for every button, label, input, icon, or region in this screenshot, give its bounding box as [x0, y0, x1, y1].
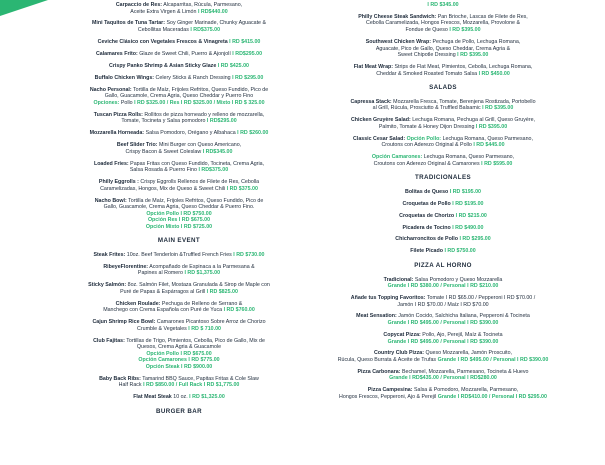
item-name: Club Fajitas:	[93, 337, 125, 344]
item-price: I RD $395.00	[475, 123, 508, 130]
item-description: Salsa Pomodoro, Orégano y Albahaca	[145, 130, 236, 137]
item-description: Celery Sticks & Ranch Dressing	[155, 74, 231, 81]
item-choice: Opción Res I RD $675.00	[147, 217, 211, 224]
right-column	[318, 2, 568, 406]
menu-item	[48, 179, 310, 192]
menu-item-line	[48, 382, 310, 389]
item-price: I RD$375.00	[190, 27, 221, 34]
menu-item-line	[48, 364, 310, 371]
item-price: I RD $425.00	[217, 62, 249, 69]
item-description: Tortilla de Maíz, Frijoles Refritos, Queso Fundido, Pico de	[128, 197, 264, 204]
menu-item-line	[318, 105, 568, 112]
item-name: Southwest Chicken Wrap:	[365, 38, 431, 45]
item-name: Beef Slider Trio:	[116, 142, 158, 149]
menu-item	[48, 161, 310, 174]
item-price: Grande I RD$435.00 / Personal I RD$280.00	[389, 375, 497, 382]
item-description: Caramelizadas, Hongos, Mix de Queso & Sweet Chili	[100, 185, 226, 192]
menu-item	[48, 51, 310, 58]
item-description: Lechuga Romana, Pechuga al Grill, Queso Gruyère,	[412, 117, 536, 124]
item-name: Cajun Shrimp Rice Bowl:	[92, 319, 156, 326]
item-name: RibeyeFlorentine:	[103, 263, 149, 270]
menu-item-line	[318, 248, 568, 255]
item-description: Cheddar & Smoked Roasted Tomato Salsa	[376, 70, 478, 77]
item-price: Grande I RD $380.00 / Personal I RD $210.00	[387, 283, 499, 290]
menu-item	[318, 387, 568, 400]
menu-item	[318, 332, 568, 345]
menu-item-line	[48, 289, 310, 296]
item-name: Ceviche Clásico con Vegetales Frescos & Vinagreta	[97, 38, 228, 45]
menu-item	[48, 75, 310, 82]
item-description: 10 oz.	[173, 394, 188, 401]
menu-item-line	[318, 283, 568, 290]
item-name: Flat Meat Steak	[133, 394, 172, 401]
menu-item-line	[318, 189, 568, 196]
menu-item-line	[48, 149, 310, 156]
item-description: Tomate I RD $65.00 / Pepperoni I RD $70.00 /	[426, 295, 536, 301]
item-price: Grande I RD $495.00 / Personal I RD $390.00	[437, 357, 549, 363]
menu-item-line	[48, 130, 310, 137]
item-description: 10oz. Beef Tenderloin &Truffled French Fries	[126, 251, 232, 258]
item-name: Pizza Campesina:	[367, 387, 413, 394]
menu-item	[48, 63, 310, 70]
item-description: Aceite Extra Virgen & Limón	[130, 8, 197, 15]
item-description: Tamarind BBQ Sauce, Papitas Fritas & Cole Slaw	[142, 375, 259, 382]
item-description: Palmito, Tomate & Honey Dijon Dressing	[378, 123, 475, 130]
menu-item-line	[48, 118, 310, 125]
menu-item-line	[48, 51, 310, 58]
menu-item-line	[318, 394, 568, 401]
item-description: Rúcula, Queso Burrata & Aceite de Trufas	[337, 357, 437, 363]
item-price: I RD $215.00	[455, 212, 487, 219]
item-description: Aguacate, Pico de Gallo, Queso Cheddar, Crema Agria &	[375, 45, 511, 52]
item-description: Sweet Chipotle Dressing	[397, 52, 456, 59]
menu-item-line	[318, 213, 568, 220]
item-description: Cebollitas Maceradas	[137, 27, 189, 34]
menu-item-line	[318, 161, 568, 168]
item-description: Croutons con Aderezo Original & Pollo	[381, 142, 472, 149]
menu-item-line	[318, 2, 568, 9]
item-name: Bolitas de Queso	[405, 188, 449, 195]
item-description: Quesos, Crema Agria & Guacamole	[136, 344, 222, 351]
item-description: Crispy Eggrolls Rellenos de Filete de Res, Cebolla	[140, 179, 260, 186]
item-price: I RD $760.00	[223, 307, 255, 314]
menu-item	[48, 130, 310, 137]
item-name: Baby Back Ribs:	[99, 375, 141, 382]
item-description: Pan Brioche, Lascas de Filete de Res,	[437, 13, 528, 20]
item-name: Capressa Stack:	[350, 98, 392, 105]
item-description: Camarones Picantoso Sobre Arroz de Chorizo	[156, 319, 266, 326]
item-name: Filete Picado	[410, 248, 443, 255]
menu-item-line	[48, 9, 310, 16]
menu-item	[48, 319, 310, 332]
item-description: Papas Fritas con Queso Fundido, Tocineta, Crema Agria,	[130, 160, 265, 167]
item-name: Philly Cheese Steak Sandwich:	[358, 13, 437, 20]
item-name: Tuscan Pizza Rolls:	[93, 111, 143, 118]
burger-bar-heading: BURGER BAR	[156, 407, 202, 415]
menu-item-line	[48, 100, 310, 107]
item-description: Jamón I RD $70.00 / Maíz I RD $70.00	[397, 301, 489, 308]
item-price: Grande I RD $495.00 / Personal I RD $390.00	[387, 320, 499, 327]
item-description: 8oz. Salmón Filet, Mostaza Granulada & Sirop de Maple con	[127, 282, 270, 289]
item-option-label: Opciones:	[93, 99, 120, 106]
item-price: I RD $ 710.00	[188, 325, 221, 332]
item-description: Pechuga de Pollo, Lechuga Romana,	[432, 38, 521, 45]
item-price: I RD $750.00	[444, 248, 476, 255]
item-name: Copycat Pizza:	[383, 331, 421, 338]
tradicionales-heading: TRADICIONALES	[414, 174, 472, 182]
item-name: Nacho Bowl:	[94, 197, 127, 204]
item-name: Añade tus Topping Favoritos:	[350, 295, 426, 301]
item-price: I RD $395.00	[449, 27, 481, 34]
item-price: I RD $1,325.00	[189, 394, 225, 401]
menu-item	[48, 301, 310, 314]
item-price: I RD $850.00 / Full Rack I RD $1,775.00	[143, 382, 240, 389]
menu-item	[318, 295, 568, 308]
menu-item	[318, 117, 568, 130]
appetizers-section	[48, 2, 310, 230]
item-price: I RD$375.00	[198, 167, 229, 174]
corner-accent-shape	[0, 0, 48, 16]
menu-item-line	[318, 124, 568, 131]
item-name: Meat Sensation:	[356, 313, 397, 320]
salads-heading: SALADS	[429, 84, 457, 92]
item-choice: Opción Pollo I RD $675.00	[146, 350, 212, 357]
item-name: Steak Frites:	[93, 251, 126, 258]
item-price: Grande I RD$410.00 / Personal I RD $295.00	[437, 393, 547, 400]
item-option-label: Opción Camarones:	[371, 154, 423, 161]
item-name: Pizza Carbonara:	[357, 368, 401, 375]
item-price: I RD $825.00	[206, 288, 238, 295]
menu-item	[318, 350, 568, 363]
item-name: Sticky Salmón:	[88, 282, 127, 289]
menu-item	[48, 142, 310, 155]
left-column	[48, 2, 310, 422]
item-price: I RD $730.00	[233, 251, 265, 258]
menu-item	[318, 154, 568, 167]
item-price: I RD $415.00	[229, 38, 261, 45]
menu-item	[318, 189, 568, 196]
item-description: Gallo, Guacamole, Crema Agria, Queso Cheddar y Puerro Fino	[104, 93, 254, 100]
menu-item	[318, 213, 568, 220]
menu-item-line	[318, 357, 568, 364]
item-description: Pechuga de Relleno de Serrano &	[161, 300, 243, 307]
item-name: Chicharroncitos de Pollo	[395, 236, 458, 243]
menu-item-line	[48, 39, 310, 46]
menu-item	[48, 198, 310, 231]
item-description: Manchego con Crema Española con Puré de Yuca	[103, 307, 223, 314]
item-price: I RD$345.00	[202, 148, 233, 155]
item-price: I RD $295.00	[459, 236, 491, 243]
item-choice: Opción Mixto I RD $725.00	[145, 223, 213, 230]
menu-item	[318, 14, 568, 34]
item-name: Crispy Panko Shrimp & Asian Sticky Glaze	[109, 62, 217, 69]
item-description: Hongos Frescos, Pepperoni, Ajo & Perejil	[339, 393, 437, 400]
item-option-label: Opción Pollo:	[406, 135, 442, 142]
item-price: I RD $295.00	[232, 74, 264, 81]
item-description: Salsa Rosada & Puerro Fino	[129, 167, 197, 174]
menu-item	[48, 2, 310, 15]
item-description: Glaze de Sweet Chili, Puerro & Ajonjolí	[139, 50, 231, 57]
menu-item	[48, 20, 310, 33]
item-name: Calamares Frito:	[95, 50, 138, 57]
item-name: Tradicional:	[383, 276, 414, 283]
item-price: I RD$295.00	[206, 118, 237, 125]
menu-item-line	[318, 27, 568, 34]
menu-item-line	[48, 326, 310, 333]
item-description: Rollitos de pizza horneado y relleno de mozzarella,	[144, 111, 265, 118]
item-description: al Grill, Rúcula, Prosciutto & Truffled Balsamic	[372, 105, 481, 112]
item-name: Chicken Roulade:	[115, 300, 161, 307]
item-description: Jamón Cocido, Salchicha Italiana, Pepperoni & Tocineta	[398, 313, 530, 320]
menu-item-line	[318, 71, 568, 78]
item-price: I RD $445.00	[473, 142, 505, 149]
menu-item	[318, 99, 568, 112]
item-price: I RD $260.00	[237, 130, 269, 137]
menu-item-line	[48, 307, 310, 314]
item-choice: Opción Camarones I RD $775.00	[138, 357, 220, 364]
item-description: Pollo, Ajo, Perejil, Maíz & Tocineta	[422, 331, 503, 338]
menu-item	[48, 282, 310, 295]
menu-item	[318, 64, 568, 77]
item-description: Tortilla de Maíz, Frijoles Refritos, Queso Fundido, Pico de	[133, 86, 269, 93]
item-description: Mozzarella Fresca, Tomate, Berenjena Rostizada, Portobello	[393, 98, 536, 105]
item-description: Cebolla Caramelizada, Hongos Frescos, Mozzarella, Provolone &	[366, 20, 520, 27]
pizza-heading: PIZZA AL HORNO	[414, 261, 472, 269]
item-name: Country Club Pizza:	[373, 350, 424, 357]
item-name: Loaded Fries:	[93, 160, 129, 167]
item-description: Croutons con Aderezo Original & Camarones	[373, 160, 480, 167]
menu-item-line	[48, 75, 310, 82]
menu-item-line	[48, 394, 310, 401]
menu-item-line	[48, 224, 310, 231]
item-description: Salsa Pomodoro y Queso Mozzarella	[414, 276, 503, 283]
item-price: I RD $490.00	[452, 224, 484, 231]
item-price: I RD $195.00	[449, 188, 481, 195]
menu-item-line	[318, 201, 568, 208]
item-name: Croquetas de Pollo	[402, 200, 451, 207]
item-price: I RD $395.00	[482, 105, 514, 112]
item-description: Salsa & Pomodoro, Mozzarella, Parmesano,	[414, 387, 519, 394]
item-price: I RD$295.00	[232, 50, 263, 57]
menu-item-line	[48, 186, 310, 193]
item-description: Tortillas de Trigo, Pimientos, Cebolla, Pico de Gallo, Mix de	[126, 337, 265, 344]
menu-item	[318, 313, 568, 326]
item-description: Tomate, Tocineta y Salsa pomodoro	[121, 118, 206, 125]
item-name: Picadera de Tocino	[402, 224, 451, 231]
main-event-heading: MAIN EVENT	[157, 237, 201, 245]
menu-item	[48, 39, 310, 46]
item-name: Carpaccio de Res:	[115, 2, 163, 8]
item-choice: Opción Pollo I RD $750.00	[146, 210, 212, 217]
sandwiches-section	[318, 2, 568, 77]
item-name: Mini Taquitos de Tuna Tartar:	[92, 20, 165, 27]
item-name: Croquetas de Chorizo	[399, 212, 455, 219]
item-description: Papines al Romero	[137, 270, 183, 277]
item-description: Puré de Papas & Espárragos al Grill	[120, 288, 206, 295]
item-price: I RD $1,375.00	[184, 270, 221, 277]
menu-item	[318, 225, 568, 232]
main-event-section	[48, 252, 310, 401]
item-description: Crumble & Vegetales	[137, 325, 187, 332]
item-description: Crispy Bacon & Sweet Coleslaw	[125, 148, 202, 155]
item-price: I RD $195.00	[452, 200, 484, 207]
item-description: Half Rack	[118, 382, 142, 389]
item-name: Buffalo Chicken Wings:	[94, 74, 155, 81]
menu-item	[318, 201, 568, 208]
menu-item-line	[48, 270, 310, 277]
menu-item	[318, 369, 568, 382]
menu-item-line	[48, 252, 310, 259]
item-description: Soy Ginger Marinade, Chunky Aguacate &	[166, 20, 266, 27]
menu-item-line	[48, 167, 310, 174]
item-description: Strips de Flat Meat, Pimientos, Cebolla, Lechuga Romana,	[394, 64, 533, 70]
item-option-price: I RD $325.00 / Res I RD $325.00 / Mixto I RD $ 325.00	[134, 99, 265, 106]
menu-item	[48, 394, 310, 401]
item-option-desc: Pollo	[120, 99, 133, 106]
menu-item-line	[318, 302, 568, 309]
item-description: Lechuga Romana, Queso Parmesano,	[442, 135, 533, 142]
menu-item-line	[318, 320, 568, 327]
menu-item	[318, 2, 568, 9]
item-name: Nacho Personal:	[89, 86, 132, 93]
pizza-section	[318, 277, 568, 401]
item-description: Alcaparritas, Rúcula, Parmesano,	[163, 2, 243, 8]
menu-item	[318, 236, 568, 243]
item-choice: Opción Steak I RD $900.00	[145, 363, 213, 370]
menu-item-line	[318, 339, 568, 346]
salads-section	[318, 99, 568, 168]
item-description: Bechamel, Mozzarella, Parmesano, Tocineta & Huevo	[401, 368, 529, 375]
item-price: I RD $395.00	[457, 52, 489, 59]
menu-item-line	[318, 236, 568, 243]
item-price: I RD $375.00	[226, 185, 258, 192]
menu-item-line	[318, 52, 568, 59]
menu-item-line	[318, 142, 568, 149]
menu-item-line	[318, 225, 568, 232]
menu-item-line	[48, 63, 310, 70]
tradicionales-section	[318, 189, 568, 255]
item-description: Lechuga Romana, Queso Parmesano,	[423, 154, 515, 161]
item-name: Philly Eggrolls :	[98, 179, 139, 186]
menu-item	[48, 376, 310, 389]
menu-item-line	[48, 27, 310, 34]
item-name: Flat Meat Wrap:	[353, 64, 394, 70]
item-description: Acompañado de Espinaca a la Parmesana &	[149, 263, 255, 270]
item-price: I RD $595.00	[481, 160, 513, 167]
item-description: Fondue de Queso	[405, 27, 448, 34]
menu-item	[48, 252, 310, 259]
menu-item	[318, 248, 568, 255]
menu-item	[318, 136, 568, 149]
menu-item-line	[318, 375, 568, 382]
item-description: Queso Mozzarella, Jamón Proscuito,	[425, 350, 513, 357]
menu-item	[48, 264, 310, 277]
menu-item	[48, 87, 310, 107]
menu-item	[318, 39, 568, 59]
menu-item	[48, 112, 310, 125]
menu-item	[48, 338, 310, 371]
menu-item	[318, 277, 568, 290]
item-name: Chicken Gruyère Salad:	[350, 117, 411, 124]
item-description: Mini Burger con Queso Americano,	[158, 142, 242, 149]
item-price: Grande I RD $495.00 / Personal I RD $390.00	[387, 338, 499, 345]
item-description: Gallo, Guacamole, Crema Agria, Queso Cheddar & Puerro Fino.	[103, 204, 255, 211]
item-price: I RD $345.00	[427, 2, 459, 8]
item-price: I RD $450.00	[478, 70, 510, 77]
item-price: I RD$440.00	[197, 8, 228, 15]
item-name: Mozzarella Horneada:	[89, 130, 145, 137]
item-name: Classic Cesar Salad:	[353, 135, 406, 142]
